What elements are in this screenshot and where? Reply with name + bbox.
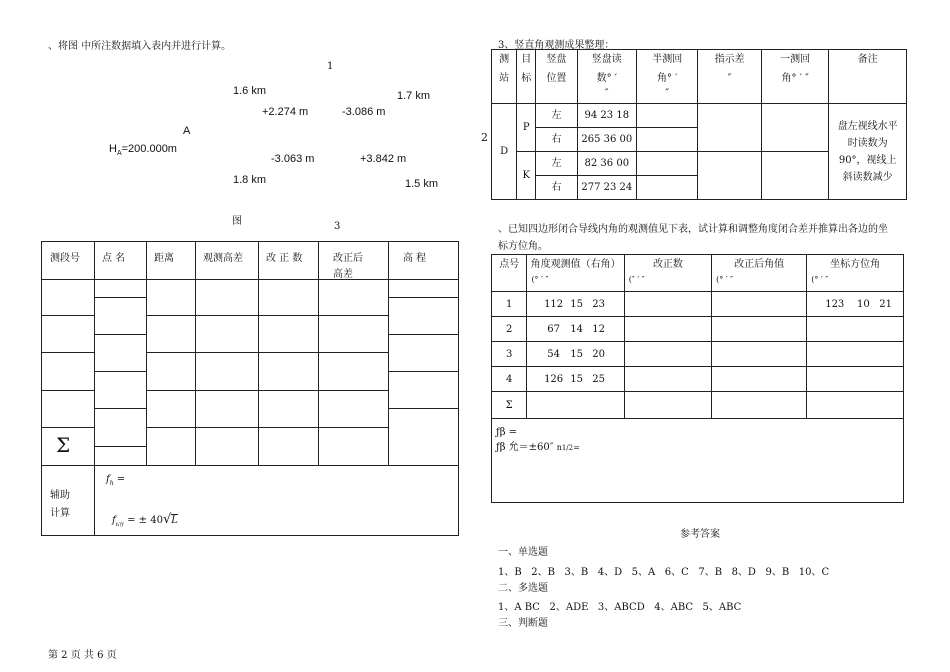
sigma-cell: Σ <box>492 392 527 419</box>
page-footer: 第 2 页 共 6 页 <box>48 650 117 661</box>
header-observed-diff: 观测高差 <box>203 253 243 264</box>
table-row <box>492 317 904 342</box>
q2-number: 2 <box>481 131 488 144</box>
vheader-remark <box>829 50 907 104</box>
correction-cell <box>624 342 711 367</box>
header-point-name: 点 名 <box>102 253 126 264</box>
reading-cell: 265 36 00 <box>577 128 636 152</box>
leveling-table <box>41 241 459 536</box>
ha-sub: A <box>116 150 122 158</box>
target-cell: P <box>517 104 536 152</box>
deg: 112 <box>544 298 564 310</box>
point-cell: 3 <box>492 342 527 367</box>
closure-cell <box>492 419 904 503</box>
aheader-text: 改正后角值 <box>734 259 785 270</box>
vheader-text: 角° ′ ″ <box>781 73 809 84</box>
observed-cell <box>527 392 624 419</box>
ha-value: =200.000m <box>121 143 177 155</box>
vheader-text: 半测回 <box>652 54 683 65</box>
height-diff-label: -3.063 m <box>271 153 315 165</box>
q-quad-text: 、已知四边形闭合导线内角的观测值见下表，试计算和调整角度闭合差并推算出各边的坐 <box>498 224 888 235</box>
half-angle-cell <box>637 128 698 152</box>
table-row <box>492 367 904 392</box>
sec: 25 <box>592 373 605 385</box>
azimuth-cell <box>807 317 904 342</box>
point-cell: 1 <box>492 292 527 317</box>
correction-cell <box>624 367 711 392</box>
aheader-text: 坐标方位角 <box>830 259 881 270</box>
distance-label: 1.5 km <box>405 178 439 190</box>
correction-cell <box>624 392 711 419</box>
height-diff-label: -3.086 m <box>342 106 386 118</box>
azimuth-cell <box>807 342 904 367</box>
ha-prefix: H <box>109 143 117 155</box>
azimuth-cell <box>807 392 904 419</box>
answers-section: 二、多选题 <box>498 583 548 594</box>
vheader-text: 数° ′ <box>596 73 618 84</box>
header-elevation: 高 程 <box>403 253 427 264</box>
half-angle-cell <box>637 104 698 128</box>
vheader-position <box>536 50 577 104</box>
sec: 20 <box>592 348 605 360</box>
question-intro: 、将图 中所注数据填入表内并进行计算。 <box>48 41 232 52</box>
sec: 23 <box>592 298 605 310</box>
station-cell: D <box>492 104 517 200</box>
reading-cell: 94 23 18 <box>577 104 636 128</box>
vheader-reading <box>577 50 636 104</box>
vheader-station <box>492 50 517 104</box>
distance-label: 1.7 km <box>397 90 431 102</box>
deg: 126 <box>544 373 564 385</box>
observed-cell <box>527 342 624 367</box>
leveling-table-grid <box>41 241 459 536</box>
fh-symbol: f <box>106 474 110 485</box>
vheader-text: ″ <box>665 88 670 99</box>
position-cell: 右 <box>536 128 577 152</box>
header-correction: 改 正 数 <box>266 253 303 264</box>
distance-label: 1.6 km <box>233 85 267 97</box>
deg: 54 <box>547 348 560 360</box>
vheader-text: ″ <box>604 88 609 99</box>
aheader-point: 点号 <box>492 255 527 292</box>
angle-table <box>491 254 904 503</box>
min: 15 <box>570 348 583 360</box>
table-row <box>492 292 904 317</box>
aheader-text: 改正数 <box>652 259 683 270</box>
full-angle-cell <box>761 152 828 200</box>
figure-caption: 图 <box>232 216 242 227</box>
azimuth-cell: 123 10 21 <box>807 292 904 317</box>
header-distance: 距离 <box>154 253 174 264</box>
vertical-angle-table <box>491 49 907 200</box>
ha-label <box>109 143 177 157</box>
fh-eq: = <box>113 474 126 485</box>
half-angle-cell <box>637 152 698 176</box>
observed-cell <box>527 317 624 342</box>
fh-sub: h <box>109 480 114 487</box>
remark-line: 时读数为 <box>847 137 888 149</box>
vheader-text: ″ <box>727 73 732 84</box>
sigma-symbol: Σ <box>56 433 71 457</box>
index-error-cell <box>698 152 761 200</box>
corrected-cell <box>712 317 807 342</box>
table-row <box>492 342 904 367</box>
fh-allow-eq: = ± 40 <box>123 515 163 526</box>
figure-caption-number: 3 <box>334 221 341 232</box>
correction-cell <box>624 292 711 317</box>
aheader-unit: (° ′ ″ <box>531 275 549 284</box>
full-angle-cell <box>761 104 828 152</box>
target-cell: K <box>517 152 536 200</box>
correction-cell <box>624 317 711 342</box>
observed-cell <box>527 292 624 317</box>
reading-cell: 82 36 00 <box>577 152 636 176</box>
min: 15 <box>570 298 583 310</box>
fb-allow-n: n <box>556 443 562 452</box>
aux-label: 计算 <box>50 508 70 519</box>
vheader-text: 标 <box>521 73 532 84</box>
header-segment-no: 测段号 <box>50 253 80 264</box>
fb-allow-exp: 1/2 <box>561 444 574 452</box>
aheader-observed <box>527 255 624 292</box>
distance-label: 1.8 km <box>233 174 267 186</box>
sqrt-symbol: √ <box>162 512 172 527</box>
point-cell: 2 <box>492 317 527 342</box>
q3-title: 3、竖直角观测成果整理： <box>498 40 615 51</box>
fb-allow-eq: = <box>573 443 580 452</box>
vheader-text: 站 <box>499 73 510 84</box>
header-corrected-2: 高差 <box>333 269 353 280</box>
answers-title: 参考答案 <box>680 529 720 540</box>
vheader-text: 备注 <box>857 54 878 65</box>
position-cell: 左 <box>536 104 577 128</box>
answers-single: 1、B 2、B 3、B 4、D 5、A 6、C 7、B 8、D 9、B 10、C <box>498 567 830 578</box>
aheader-corrected <box>712 255 807 292</box>
position-cell: 右 <box>536 176 577 200</box>
corrected-cell <box>712 342 807 367</box>
aheader-text: 角度观测值（右角） <box>530 259 621 270</box>
vheader-text: 角° ′ <box>657 73 678 84</box>
vheader-index-error <box>698 50 761 104</box>
fh-allow-formula <box>112 512 178 528</box>
vheader-target <box>517 50 536 104</box>
index-error-cell <box>698 104 761 152</box>
fh-formula <box>106 474 125 487</box>
fh-allow-sub: h容 <box>115 522 124 528</box>
remark-cell <box>829 104 907 200</box>
vheader-text: 竖盘读 <box>591 54 622 65</box>
answers-section: 一、单选题 <box>498 547 548 558</box>
vheader-text: 测 <box>499 54 510 65</box>
vheader-text: 目 <box>521 54 532 65</box>
min: 14 <box>570 323 583 335</box>
observed-cell <box>527 367 624 392</box>
height-diff-label: +3.842 m <box>360 153 407 165</box>
vheader-full-angle <box>761 50 828 104</box>
fh-allow-symbol: f <box>112 515 116 526</box>
vheader-text: 位置 <box>546 73 567 84</box>
aheader-azimuth <box>807 255 904 292</box>
sqrt-L: L <box>171 515 178 526</box>
reading-cell: 277 23 24 <box>577 176 636 200</box>
height-diff-label: +2.274 m <box>262 106 309 118</box>
fb-allow-line <box>496 441 899 455</box>
half-angle-cell <box>637 176 698 200</box>
aheader-unit: (° ′ ″ <box>716 275 734 284</box>
vheader-text: 竖盘 <box>546 54 567 65</box>
fb-line: ƒβ = <box>496 427 518 438</box>
aux-label: 辅助 <box>50 490 70 501</box>
min: 15 <box>570 373 583 385</box>
aheader-correction <box>624 255 711 292</box>
corrected-cell <box>712 367 807 392</box>
answers-section: 三、判断题 <box>498 618 548 629</box>
table-row <box>492 392 904 419</box>
corrected-cell <box>712 292 807 317</box>
header-corrected: 改正后 <box>333 253 363 264</box>
remark-line: 斜读数减少 <box>842 171 893 183</box>
azimuth-cell <box>807 367 904 392</box>
figure-number: 1 <box>327 61 334 72</box>
q-quad-text-2: 标方位角。 <box>498 241 548 252</box>
remark-line: 盘左视线水平 <box>837 120 898 132</box>
deg: 67 <box>547 323 560 335</box>
remark-line: 90°，视线上 <box>838 154 897 166</box>
sec: 12 <box>592 323 605 335</box>
answers-multi: 1、A BC 2、ADE 3、ABCD 4、ABC 5、ABC <box>498 602 742 613</box>
position-cell: 左 <box>536 152 577 176</box>
vheader-text: 指示差 <box>714 54 745 65</box>
vheader-text: 一测回 <box>780 54 811 65</box>
fb-allow-text: ƒβ 允＝±60″ <box>496 442 554 453</box>
point-cell: 4 <box>492 367 527 392</box>
aheader-unit: (″ ′ ″ <box>628 275 645 284</box>
corrected-cell <box>712 392 807 419</box>
vheader-half-angle <box>637 50 698 104</box>
point-a-label: A <box>183 125 191 137</box>
aheader-unit: (° ′ ″ <box>811 275 829 284</box>
